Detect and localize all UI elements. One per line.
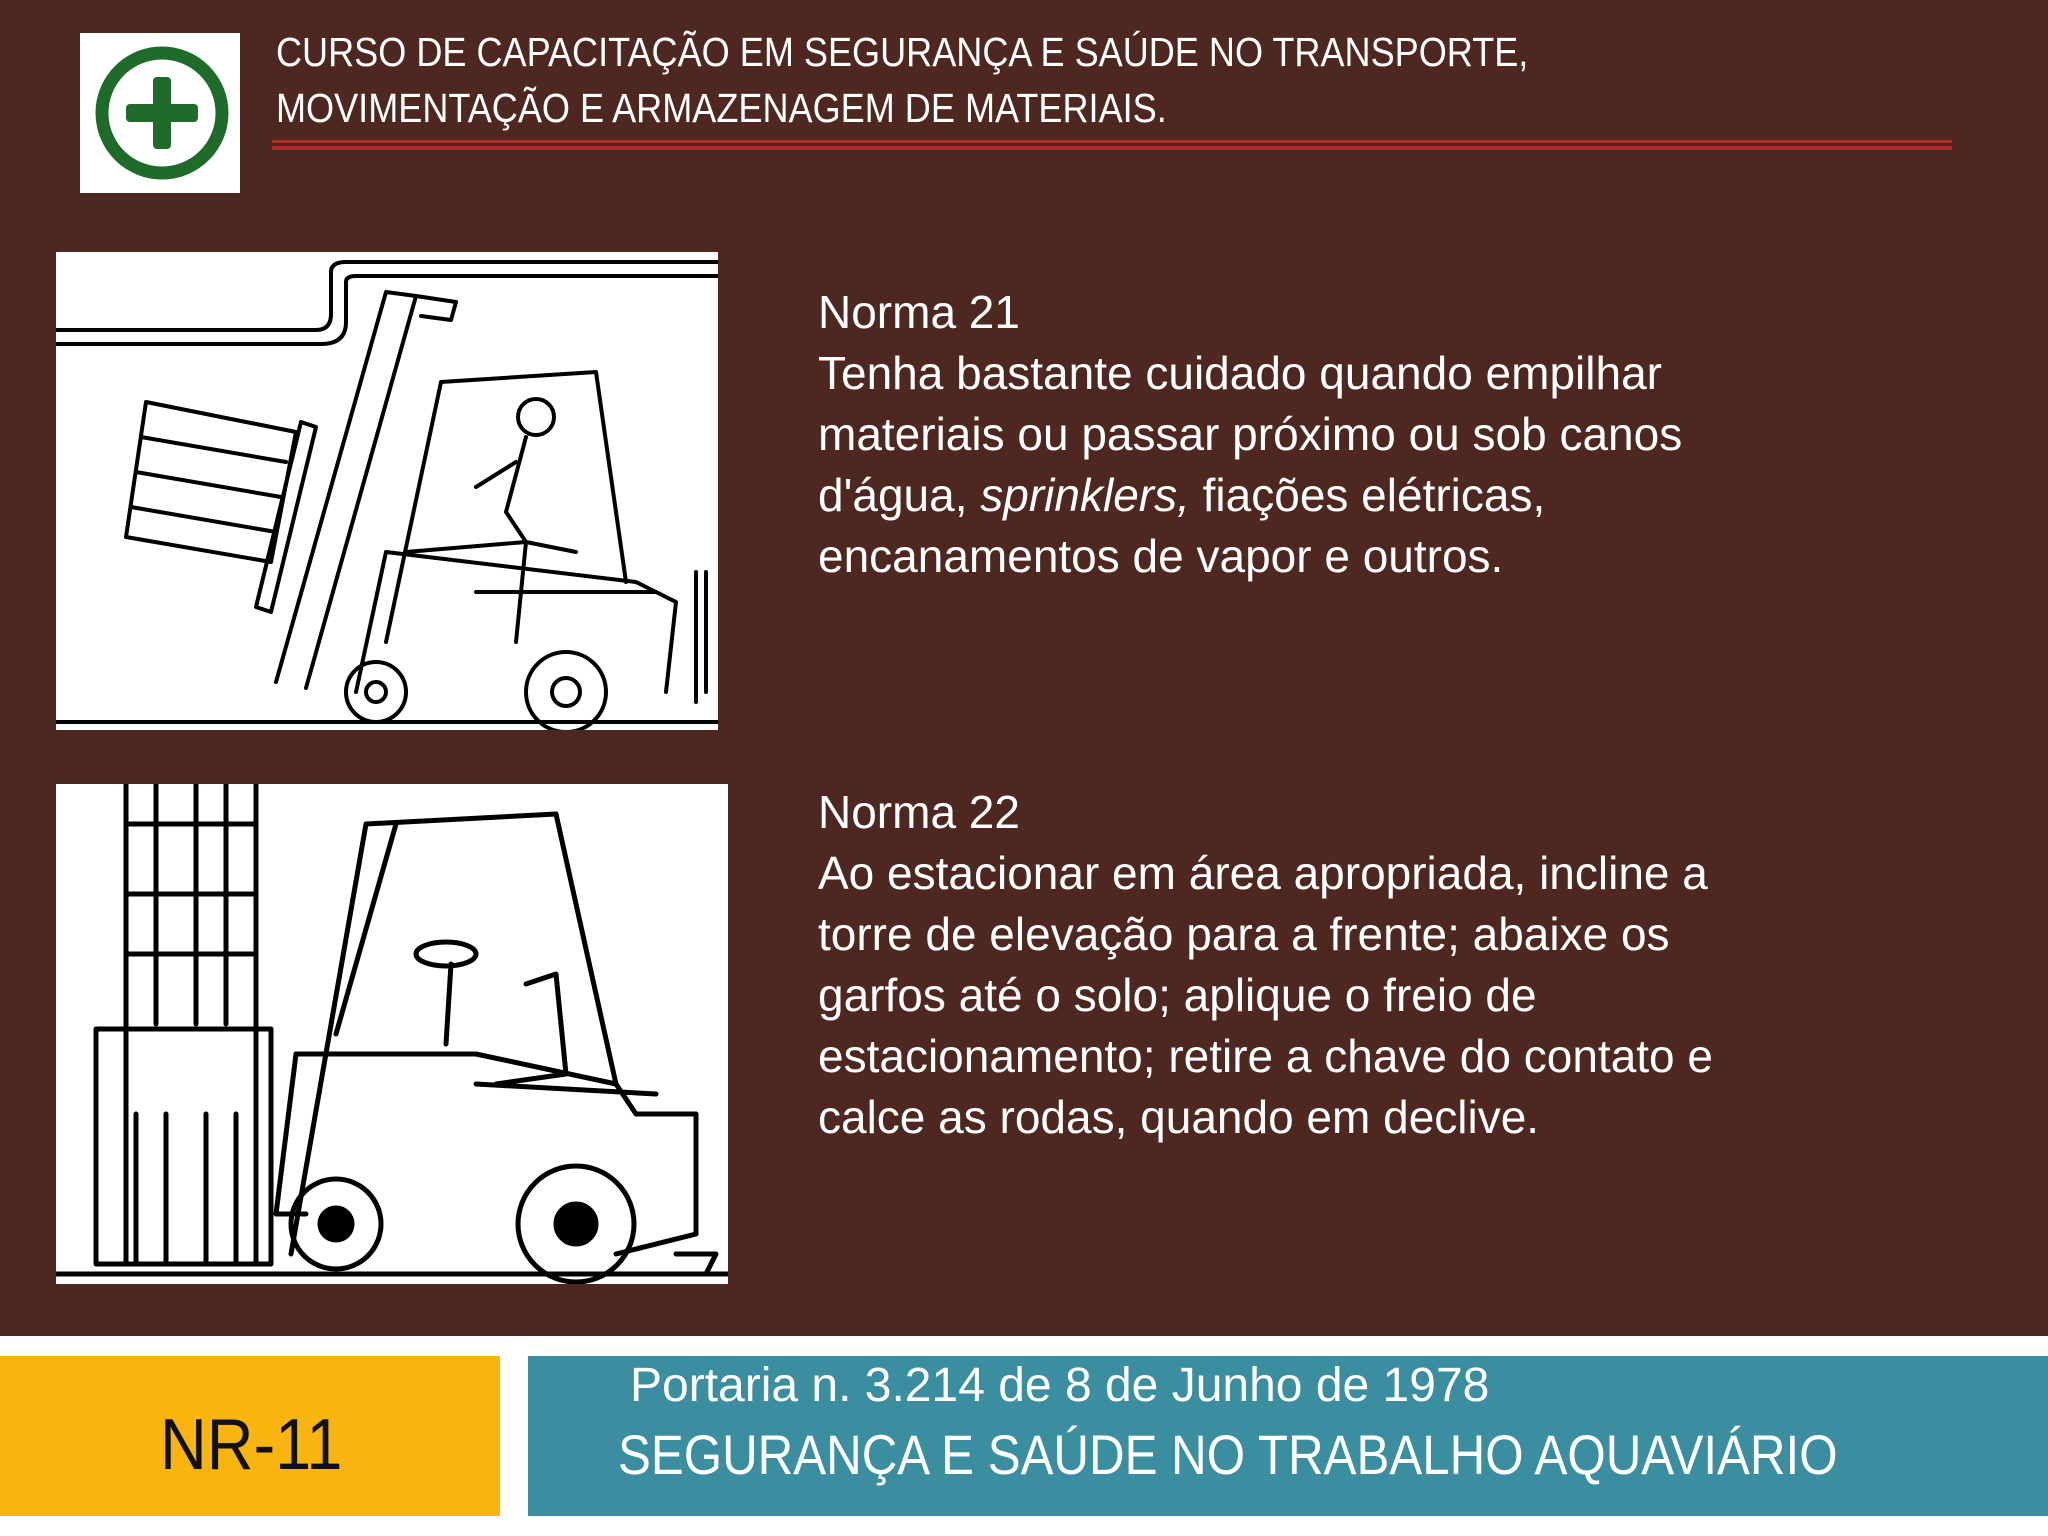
portaria-text: Portaria n. 3.214 de 8 de Junho de 1978: [630, 1359, 1490, 1412]
norma-21-title: Norma 21: [818, 286, 1020, 338]
forklift-parked-illustration: [56, 784, 728, 1284]
logo: [80, 33, 240, 193]
norma-21-text: Tenha bastante cuidado quando empilhar materiais ou passar próximo ou sob canos d'água, sprinklers, fiações elétricas, encanamentos de vapor e outros.: [818, 347, 1683, 582]
footer-subtitle: SEGURANÇA E SAÚDE NO TRABALHO AQUAVIÁRIO: [618, 1423, 1838, 1486]
header-divider: [272, 140, 1952, 143]
norma-22-block: [818, 782, 1718, 1148]
header-divider-secondary: [272, 146, 1952, 150]
norma-22-text: Ao estacionar em área apropriada, incline a torre de elevação para a frente; abaixe os garfos até o solo; aplique o freio de estacionamento; retire a chave do contato e calce as rodas, quando em declive.: [818, 847, 1714, 1143]
plus-circle-icon: [80, 33, 240, 193]
norma-21-block: [818, 282, 1718, 587]
nr-label: NR-11: [160, 1405, 343, 1485]
course-title: CURSO DE CAPACITAÇÃO EM SEGURANÇA E SAÚDE NO TRANSPORTE, MOVIMENTAÇÃO E ARMAZENAGEM DE MATERIAIS.: [276, 29, 1529, 131]
norma-22-title: Norma 22: [818, 786, 1020, 838]
forklift-overhead-pipes-illustration: [56, 252, 718, 730]
